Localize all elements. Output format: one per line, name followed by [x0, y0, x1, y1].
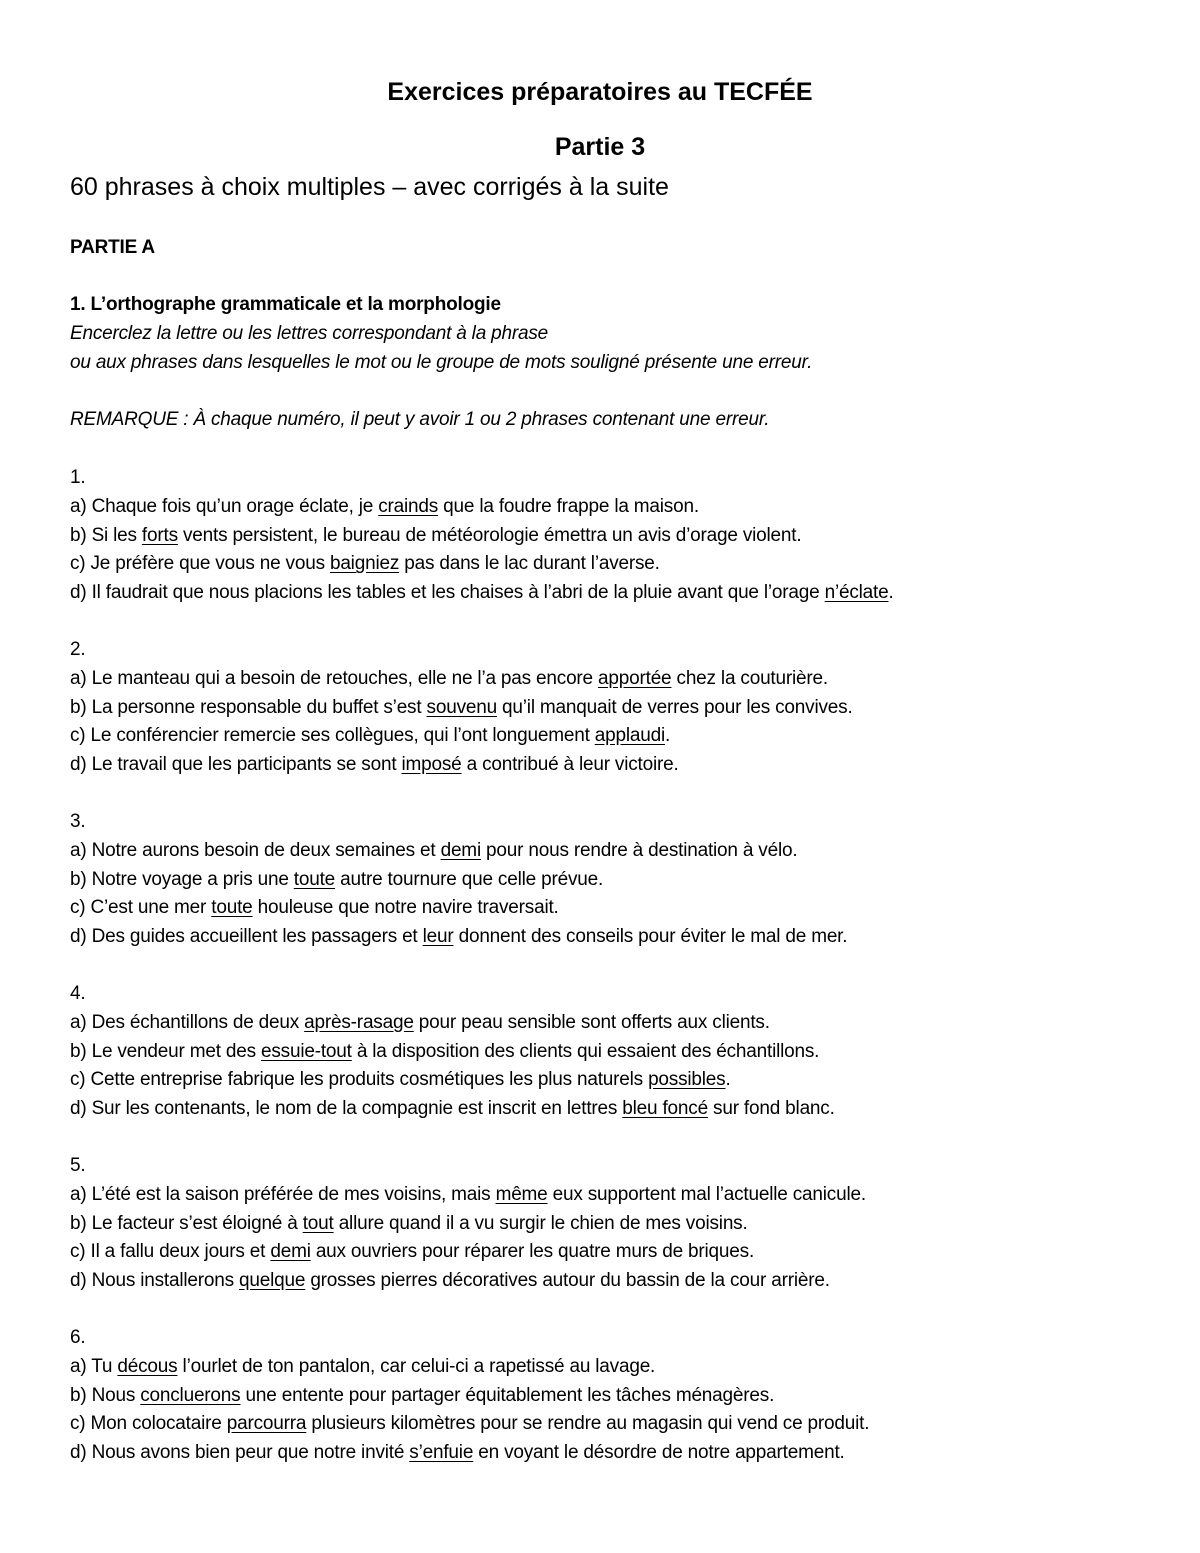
option-text: d) Nous installerons — [70, 1270, 239, 1292]
option-text: d) Il faudrait que nous placions les tables et les chaises à l’abri de la pluie avant que l’orage — [70, 582, 825, 604]
answer-option — [70, 837, 1170, 866]
option-text: c) Cette entreprise fabrique les produits cosmétiques les plus naturels — [70, 1069, 649, 1091]
answer-option — [70, 866, 1170, 895]
answer-option — [70, 522, 1170, 551]
option-text: . — [725, 1069, 731, 1091]
option-text: b) Le facteur s’est éloigné à — [70, 1212, 303, 1234]
option-text: b) Nous — [70, 1384, 141, 1406]
answer-option — [70, 550, 1170, 579]
option-text: . — [888, 582, 894, 604]
option-text: eux supportent mal l’actuelle canicule. — [547, 1183, 866, 1205]
section-heading: PARTIE A — [70, 237, 155, 258]
option-text: b) La personne responsable du buffet s’est — [70, 696, 427, 718]
option-text: c) C’est une mer — [70, 897, 212, 919]
option-text: a) L’été est la saison préférée de mes voisins, mais — [70, 1183, 496, 1205]
question-block — [70, 636, 1170, 780]
document-subtitle: 60 phrases à choix multiples – avec corrigés à la suite — [70, 173, 669, 201]
underlined-word: leur — [422, 926, 454, 948]
answer-option — [70, 751, 1170, 780]
option-text: allure quand il a vu surgir le chien de mes voisins. — [333, 1212, 748, 1234]
option-text: b) Si les — [70, 524, 142, 546]
option-text: à la disposition des clients qui essaient des échantillons. — [351, 1040, 820, 1062]
option-text: c) Je préfère que vous ne vous — [70, 553, 330, 575]
underlined-word: toute — [211, 897, 253, 919]
answer-option — [70, 1210, 1170, 1239]
underlined-word: souvenu — [426, 696, 497, 718]
question-number: 5. — [70, 1155, 86, 1176]
option-text: . — [665, 725, 671, 747]
question-number: 3. — [70, 811, 86, 832]
option-text: que la foudre frappe la maison. — [438, 495, 699, 517]
underlined-word: demi — [440, 839, 481, 861]
section-subheading: 1. L’orthographe grammaticale et la morphologie — [70, 294, 501, 315]
answer-option — [70, 923, 1170, 952]
answer-option — [70, 1095, 1170, 1124]
option-text: houleuse que notre navire traversait. — [252, 897, 559, 919]
answer-option — [70, 1353, 1170, 1382]
answer-option — [70, 665, 1170, 694]
option-text: c) Mon colocataire — [70, 1413, 227, 1435]
option-text: chez la couturière. — [671, 667, 828, 689]
answer-option — [70, 1267, 1170, 1296]
option-text: d) Des guides accueillent les passagers et — [70, 926, 423, 948]
option-text: d) Nous avons bien peur que notre invité — [70, 1442, 410, 1464]
answer-option — [70, 1038, 1170, 1067]
document-title: Exercices préparatoires au TECFÉE — [387, 78, 813, 106]
option-text: plusieurs kilomètres pour se rendre au magasin qui vend ce produit. — [306, 1413, 870, 1435]
question-number: 1. — [70, 467, 86, 488]
question-block — [70, 464, 1170, 608]
answer-option — [70, 1009, 1170, 1038]
question-block — [70, 1152, 1170, 1296]
option-text: a) Notre aurons besoin de deux semaines et — [70, 839, 441, 861]
option-text: vents persistent, le bureau de météorologie émettra un avis d’orage violent. — [177, 524, 802, 546]
answer-option — [70, 1439, 1170, 1468]
answer-option — [70, 694, 1170, 723]
answer-option — [70, 1066, 1170, 1095]
underlined-word: bleu foncé — [622, 1098, 708, 1120]
instruction-line-1: Encerclez la lettre ou les lettres correspondant à la phrase — [70, 323, 549, 344]
part-title: Partie 3 — [554, 133, 646, 161]
option-text: c) Il a fallu deux jours et — [70, 1241, 271, 1263]
underlined-word: quelque — [239, 1270, 306, 1292]
question-number: 4. — [70, 983, 86, 1004]
underlined-word: concluerons — [140, 1384, 241, 1406]
question-number: 2. — [70, 639, 86, 660]
answer-option — [70, 1181, 1170, 1210]
option-text: une entente pour partager équitablement les tâches ménagères. — [240, 1384, 775, 1406]
option-text: donnent des conseils pour éviter le mal de mer. — [453, 926, 848, 948]
question-block — [70, 980, 1170, 1124]
option-text: d) Le travail que les participants se sont — [70, 754, 402, 776]
underlined-word: n’éclate — [824, 582, 889, 604]
option-text: autre tournure que celle prévue. — [335, 868, 604, 890]
option-text: a contribué à leur victoire. — [461, 754, 679, 776]
underlined-word: toute — [293, 868, 336, 890]
underlined-word: imposé — [401, 754, 462, 776]
underlined-word: après-rasage — [304, 1011, 414, 1033]
option-text: a) Tu — [70, 1355, 118, 1377]
answer-option — [70, 1410, 1170, 1439]
option-text: c) Le conférencier remercie ses collègues, qui l’ont longuement — [70, 725, 595, 747]
underlined-word: demi — [270, 1241, 311, 1263]
underlined-word: crainds — [378, 495, 439, 517]
option-text: b) Le vendeur met des — [70, 1040, 261, 1062]
answer-option — [70, 894, 1170, 923]
option-text: grosses pierres décoratives autour du bassin de la cour arrière. — [305, 1270, 830, 1292]
answer-option — [70, 579, 1170, 608]
option-text: en voyant le désordre de notre appartement. — [473, 1442, 845, 1464]
option-text: d) Sur les contenants, le nom de la compagnie est inscrit en lettres — [70, 1098, 623, 1120]
underlined-word: même — [495, 1183, 548, 1205]
option-text: aux ouvriers pour réparer les quatre murs de briques. — [310, 1241, 755, 1263]
underlined-word: applaudi — [594, 725, 666, 747]
option-text: a) Des échantillons de deux — [70, 1011, 305, 1033]
answer-option — [70, 1382, 1170, 1411]
underlined-word: possibles — [648, 1069, 726, 1091]
option-text: a) Chaque fois qu’un orage éclate, je — [70, 495, 379, 517]
option-text: l’ourlet de ton pantalon, car celui-ci a rapetissé au lavage. — [177, 1355, 656, 1377]
underlined-word: s’enfuie — [409, 1442, 474, 1464]
answer-option — [70, 722, 1170, 751]
option-text: sur fond blanc. — [707, 1098, 835, 1120]
question-block — [70, 1324, 1170, 1468]
question-number: 6. — [70, 1327, 86, 1348]
answer-option — [70, 493, 1170, 522]
remark: REMARQUE : À chaque numéro, il peut y avoir 1 ou 2 phrases contenant une erreur. — [70, 409, 770, 430]
instruction-line-2: ou aux phrases dans lesquelles le mot ou le groupe de mots souligné présente une erreur. — [70, 352, 813, 373]
question-block — [70, 808, 1170, 952]
option-text: pour peau sensible sont offerts aux clients. — [413, 1011, 770, 1033]
underlined-word: forts — [141, 524, 178, 546]
underlined-word: apportée — [598, 667, 672, 689]
underlined-word: tout — [302, 1212, 334, 1234]
option-text: qu’il manquait de verres pour les convives. — [496, 696, 853, 718]
underlined-word: essuie-tout — [261, 1040, 352, 1062]
option-text: pour nous rendre à destination à vélo. — [480, 839, 798, 861]
underlined-word: baigniez — [329, 553, 400, 575]
option-text: a) Le manteau qui a besoin de retouches, elle ne l’a pas encore — [70, 667, 599, 689]
answer-option — [70, 1238, 1170, 1267]
underlined-word: décous — [117, 1355, 178, 1377]
option-text: pas dans le lac durant l’averse. — [399, 553, 660, 575]
underlined-word: parcourra — [226, 1413, 307, 1435]
option-text: b) Notre voyage a pris une — [70, 868, 294, 890]
